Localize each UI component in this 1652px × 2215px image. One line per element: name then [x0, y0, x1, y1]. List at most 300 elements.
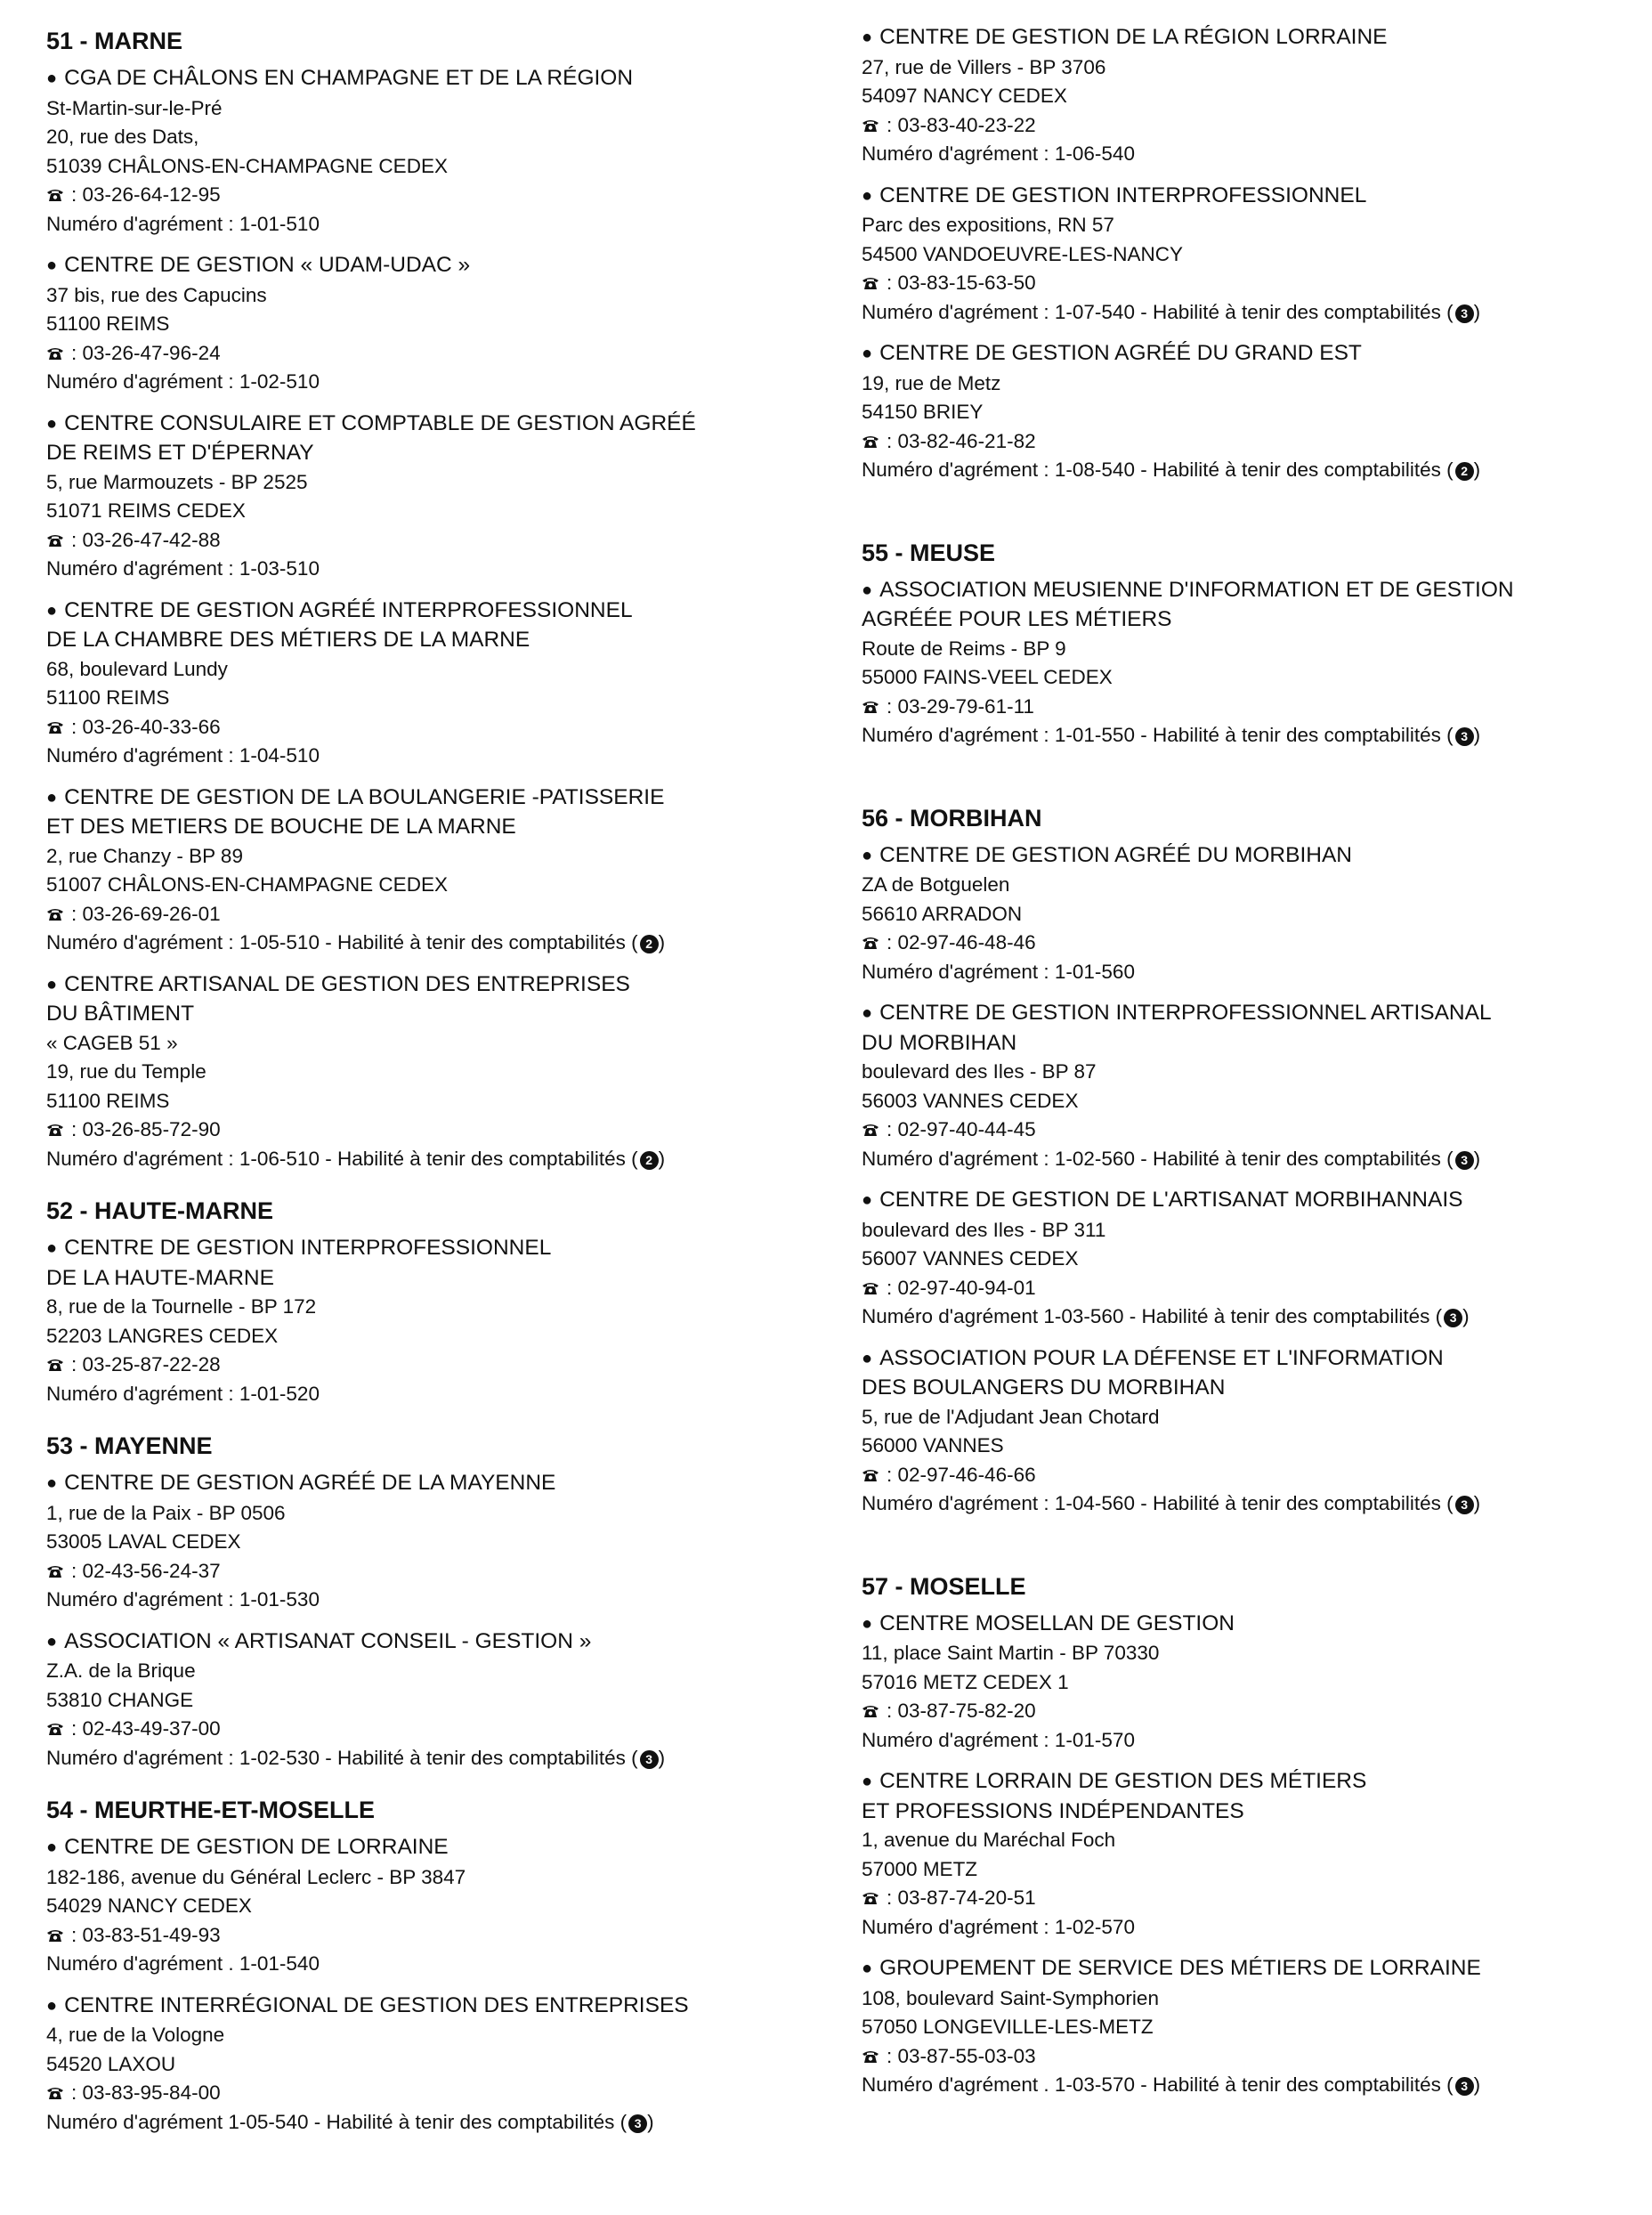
bullet-icon: ●	[862, 1613, 873, 1634]
agrement-line	[46, 1145, 838, 1174]
address-line: 56007 VANNES CEDEX	[862, 1247, 1079, 1270]
bullet-icon: ●	[862, 1348, 873, 1368]
phone-number: : 03-26-69-26-01	[71, 902, 221, 925]
closing-paren: )	[658, 931, 666, 953]
phone-number: : 03-83-95-84-00	[71, 2081, 221, 2104]
department-section	[862, 1569, 1645, 2100]
phone-line	[46, 1921, 838, 1951]
phone-number: : 03-82-46-21-82	[887, 429, 1036, 452]
department-section	[862, 23, 1645, 485]
organization-name	[862, 182, 1645, 212]
address-line: St-Martin-sur-le-Pré	[46, 96, 223, 119]
agrement-line	[46, 1586, 838, 1615]
organization-entry	[862, 999, 1645, 1173]
telephone-icon	[46, 1928, 64, 1943]
telephone-icon	[46, 1358, 64, 1372]
organization-entry	[862, 1344, 1645, 1519]
organization-name-text: CENTRE DE GESTION DE L'ARTISANAT MORBIHANNAIS	[879, 1188, 1463, 1212]
phone-number: : 03-25-87-22-28	[71, 1353, 221, 1375]
organization-name	[862, 1374, 1645, 1403]
organization-name	[46, 439, 838, 468]
phone-line	[862, 269, 1645, 298]
address-line: 5, rue Marmouzets - BP 2525	[46, 470, 308, 493]
address-line: 53810 CHANGE	[46, 1688, 194, 1711]
organization-name-text: CENTRE DE GESTION INTERPROFESSIONNEL ARTISANAL	[879, 1001, 1492, 1025]
department-section	[46, 1792, 838, 2137]
agrement-number: Numéro d'agrément : 1-04-560 - Habilité à tenir des comptabilités (	[862, 1492, 1454, 1514]
agrement-line	[46, 742, 838, 771]
agrement-number: Numéro d'agrément : 1-01-550 - Habilité à tenir des comptabilités (	[862, 724, 1454, 746]
department-section	[46, 1428, 838, 1773]
bullet-icon: ●	[862, 1772, 873, 1791]
agrement-number: Numéro d'agrément : 1-06-540	[862, 142, 1135, 165]
organization-name-text: CENTRE DE GESTION AGRÉÉ DE LA MAYENNE	[64, 1471, 556, 1495]
organization-name	[862, 1767, 1645, 1797]
bullet-icon: ●	[862, 28, 873, 47]
phone-number: : 03-26-64-12-95	[71, 183, 221, 206]
bullet-icon: ●	[46, 974, 58, 994]
address-line: Parc des expositions, RN 57	[862, 214, 1114, 236]
organization-name	[46, 64, 838, 94]
phone-number: : 02-97-46-48-46	[887, 931, 1036, 953]
closing-paren: )	[1473, 300, 1481, 323]
organization-name-text: CENTRE DE GESTION AGRÉÉ INTERPROFESSIONNEL	[64, 597, 633, 622]
agrement-number: Numéro d'agrément : 1-01-570	[862, 1728, 1135, 1751]
agrement-number: Numéro d'agrément : 1-01-510	[46, 212, 320, 235]
address-line: 52203 LANGRES CEDEX	[46, 1324, 279, 1347]
address-line: 2, rue Chanzy - BP 89	[46, 844, 243, 867]
organization-name-text: ET DES METIERS DE BOUCHE DE LA MARNE	[46, 815, 516, 839]
organization-name-text: CENTRE DE GESTION DE LA RÉGION LORRAINE	[879, 25, 1388, 49]
organization-entry	[46, 64, 838, 239]
department-heading: 57 - MOSELLE	[862, 1572, 1026, 1600]
telephone-icon	[46, 188, 64, 202]
agrement-number: Numéro d'agrément : 1-06-510 - Habilité à tenir des comptabilités (	[46, 1147, 638, 1170]
address-line: 11, place Saint Martin - BP 70330	[862, 1642, 1160, 1664]
phone-line	[862, 1884, 1645, 1913]
address-line: Z.A. de la Brique	[46, 1659, 196, 1682]
address-line: 37 bis, rue des Capucins	[46, 283, 267, 306]
organization-entry	[862, 1186, 1645, 1332]
organization-entry	[46, 410, 838, 584]
organization-name-text: ET PROFESSIONS INDÉPENDANTES	[862, 1798, 1244, 1823]
organization-name	[46, 813, 838, 842]
organization-name	[46, 1234, 838, 1264]
agrement-number: Numéro d'agrément : 1-01-530	[46, 1588, 320, 1611]
address-line: 20, rue des Dats,	[46, 126, 199, 148]
phone-line	[46, 1557, 838, 1586]
bullet-icon: ●	[862, 1003, 873, 1023]
organization-name-text: CENTRE INTERRÉGIONAL DE GESTION DES ENTREPRISES	[64, 1992, 689, 2017]
organization-name-text: CENTRE DE GESTION « UDAM-UDAC »	[64, 253, 471, 277]
address-line: 57016 METZ CEDEX 1	[862, 1670, 1069, 1693]
agrement-line	[46, 368, 838, 397]
closing-paren: )	[647, 2110, 654, 2133]
phone-line	[46, 526, 838, 556]
bullet-icon: ●	[862, 344, 873, 363]
address-line: 54520 LAXOU	[46, 2052, 176, 2075]
phone-number: : 03-29-79-61-11	[887, 694, 1034, 718]
circled-number-badge: 3	[1455, 304, 1474, 323]
agrement-line	[862, 1489, 1645, 1519]
organization-name-text: DES BOULANGERS DU MORBIHAN	[862, 1375, 1226, 1400]
address-line: 53005 LAVAL CEDEX	[46, 1530, 241, 1553]
organization-name-text: CENTRE DE GESTION INTERPROFESSIONNEL	[879, 183, 1367, 207]
address-line: ZA de Botguelen	[862, 873, 1010, 896]
organization-entry	[46, 596, 838, 771]
address-line: « CAGEB 51 »	[46, 1031, 178, 1054]
organization-name	[46, 1627, 838, 1658]
organization-name	[46, 970, 838, 1001]
organization-entry	[46, 1469, 838, 1615]
phone-number: : 02-97-40-44-45	[887, 1118, 1036, 1140]
organization-name	[862, 1344, 1645, 1375]
department-heading: 56 - MORBIHAN	[862, 804, 1042, 832]
telephone-icon	[46, 720, 64, 734]
telephone-icon	[862, 118, 879, 133]
bullet-icon: ●	[46, 1838, 58, 1857]
telephone-icon	[862, 1123, 879, 1137]
telephone-icon	[862, 1891, 879, 1905]
telephone-icon	[862, 936, 879, 950]
circled-number-badge: 3	[1455, 727, 1474, 746]
phone-number: : 03-26-47-42-88	[71, 528, 221, 551]
organization-entry	[862, 23, 1645, 169]
bullet-icon: ●	[46, 1473, 58, 1493]
phone-line	[862, 1697, 1645, 1726]
department-section	[46, 23, 838, 1173]
agrement-line	[46, 210, 838, 239]
telephone-icon	[862, 1704, 879, 1718]
address-line: 182-186, avenue du Général Leclerc - BP 3847	[46, 1865, 466, 1888]
agrement-line	[46, 555, 838, 584]
agrement-line	[862, 1913, 1645, 1943]
agrement-line	[862, 1302, 1645, 1332]
department-section	[46, 1193, 838, 1408]
department-heading: 51 - MARNE	[46, 28, 183, 54]
agrement-line	[46, 1744, 838, 1773]
phone-line	[46, 339, 838, 369]
phone-number: : 03-87-55-03-03	[887, 2044, 1036, 2067]
phone-line	[46, 900, 838, 929]
bullet-icon: ●	[862, 580, 873, 600]
organization-name-text: DU BÂTIMENT	[46, 1002, 195, 1026]
address-line: 51100 REIMS	[46, 1089, 170, 1112]
organization-entry	[46, 251, 838, 397]
agrement-line	[862, 721, 1645, 751]
department-section	[862, 535, 1645, 751]
address-line: 51100 REIMS	[46, 312, 170, 335]
address-line: 56003 VANNES CEDEX	[862, 1089, 1079, 1112]
organization-entry	[46, 783, 838, 958]
phone-line	[46, 1715, 838, 1744]
bullet-icon: ●	[46, 69, 58, 88]
bullet-icon: ●	[46, 600, 58, 621]
address-line: 108, boulevard Saint-Symphorien	[862, 1986, 1159, 2009]
address-line: Route de Reims - BP 9	[862, 637, 1066, 660]
telephone-icon	[46, 2086, 64, 2100]
address-line: 5, rue de l'Adjudant Jean Chotard	[862, 1405, 1160, 1428]
telephone-icon	[46, 1722, 64, 1736]
organization-name-text: ASSOCIATION POUR LA DÉFENSE ET L'INFORMATION	[879, 1345, 1444, 1370]
department-heading: 53 - MAYENNE	[46, 1432, 213, 1459]
organization-name-text: ASSOCIATION « ARTISANAT CONSEIL - GESTION »	[64, 1628, 592, 1653]
organization-name	[46, 1000, 838, 1029]
organization-name-text: AGRÉÉE POUR LES MÉTIERS	[862, 607, 1172, 631]
phone-number: : 03-87-74-20-51	[887, 1886, 1036, 1909]
organization-entry	[862, 339, 1645, 485]
organization-name	[862, 23, 1645, 53]
organization-entry	[862, 576, 1645, 751]
phone-number: : 02-43-56-24-37	[71, 1559, 221, 1582]
address-line: 68, boulevard Lundy	[46, 657, 228, 680]
phone-line	[862, 929, 1645, 958]
phone-line	[862, 427, 1645, 457]
organization-name-text: CENTRE MOSELLAN DE GESTION	[879, 1611, 1235, 1635]
circled-number-badge: 3	[1455, 2077, 1474, 2096]
organization-entry	[862, 1767, 1645, 1942]
organization-name	[862, 999, 1645, 1029]
telephone-icon	[862, 276, 879, 290]
phone-number: : 03-83-51-49-93	[71, 1923, 221, 1946]
organization-name-text: CENTRE DE GESTION DE LORRAINE	[64, 1835, 449, 1859]
closing-paren: )	[1473, 458, 1481, 481]
department-section	[862, 800, 1645, 1519]
agrement-number: Numéro d'agrément : 1-02-560 - Habilité à tenir des comptabilités (	[862, 1147, 1454, 1170]
bullet-icon: ●	[862, 845, 873, 865]
department-heading: 54 - MEURTHE-ET-MOSELLE	[46, 1797, 376, 1823]
bullet-icon: ●	[46, 787, 58, 807]
phone-number: : 03-83-15-63-50	[887, 272, 1036, 294]
organization-name-text: CENTRE LORRAIN DE GESTION DES MÉTIERS	[879, 1769, 1367, 1793]
agrement-number: Numéro d'agrément : 1-07-540 - Habilité à tenir des comptabilités (	[862, 300, 1454, 323]
organization-name	[862, 1610, 1645, 1640]
organization-entry	[862, 182, 1645, 328]
organization-name	[862, 339, 1645, 369]
agrement-line	[862, 140, 1645, 169]
organization-name	[46, 1469, 838, 1499]
organization-entry	[46, 1627, 838, 1773]
closing-paren: )	[1473, 2073, 1481, 2096]
telephone-icon	[46, 533, 64, 548]
organization-name	[46, 1992, 838, 2022]
circled-number-badge: 3	[1455, 1496, 1474, 1514]
organization-name	[862, 1186, 1645, 1216]
agrement-number: Numéro d'agrément : 1-02-530 - Habilité à tenir des comptabilités (	[46, 1746, 638, 1769]
agrement-line	[46, 1380, 838, 1409]
organization-name-text: DE LA HAUTE-MARNE	[46, 1265, 274, 1290]
organization-name	[46, 1833, 838, 1863]
phone-line	[862, 693, 1645, 722]
phone-number: : 03-26-85-72-90	[71, 1118, 221, 1140]
phone-number: : 02-43-49-37-00	[71, 1717, 221, 1740]
phone-line	[46, 1116, 838, 1145]
agrement-line	[862, 2071, 1645, 2100]
organization-name-text: CENTRE DE GESTION DE LA BOULANGERIE -PATISSERIE	[64, 784, 665, 809]
agrement-number: Numéro d'agrément : 1-05-510 - Habilité à tenir des comptabilités (	[46, 931, 638, 953]
agrement-line	[862, 1145, 1645, 1174]
closing-paren: )	[1473, 1492, 1481, 1514]
agrement-number: Numéro d'agrément . 1-03-570 - Habilité à tenir des comptabilités (	[862, 2073, 1454, 2096]
closing-paren: )	[658, 1147, 666, 1170]
organization-entry	[46, 1833, 838, 1979]
organization-name	[862, 841, 1645, 872]
phone-number: : 02-97-40-94-01	[887, 1276, 1036, 1299]
agrement-number: Numéro d'agrément : 1-01-520	[46, 1382, 320, 1405]
telephone-icon	[862, 434, 879, 449]
address-line: 54500 VANDOEUVRE-LES-NANCY	[862, 242, 1183, 265]
phone-line	[862, 1461, 1645, 1490]
organization-entry	[46, 970, 838, 1174]
organization-entry	[862, 1954, 1645, 2100]
closing-paren: )	[1473, 724, 1481, 746]
address-line: 8, rue de la Tournelle - BP 172	[46, 1295, 317, 1318]
closing-paren: )	[1473, 1147, 1481, 1170]
organization-name-text: CENTRE DE GESTION AGRÉÉ DU MORBIHAN	[879, 842, 1352, 867]
agrement-line	[862, 456, 1645, 485]
phone-number: : 02-97-46-46-66	[887, 1463, 1036, 1486]
telephone-icon	[46, 907, 64, 921]
circled-number-badge: 2	[640, 935, 659, 953]
organization-name	[46, 410, 838, 440]
organization-name-text: CENTRE CONSULAIRE ET COMPTABLE DE GESTION AGRÉÉ	[64, 410, 696, 435]
phone-line	[46, 1351, 838, 1380]
bullet-icon: ●	[46, 413, 58, 434]
organization-name	[862, 1029, 1645, 1059]
address-line: 56000 VANNES	[862, 1434, 1004, 1456]
right-column	[862, 23, 1645, 2120]
address-line: 4, rue de la Vologne	[46, 2024, 225, 2046]
address-line: 57000 METZ	[862, 1857, 978, 1880]
organization-entry	[862, 1610, 1645, 1756]
phone-line	[46, 713, 838, 742]
address-line: 51039 CHÂLONS-EN-CHAMPAGNE CEDEX	[46, 154, 448, 177]
agrement-number: Numéro d'agrément 1-03-560 - Habilité à tenir des comptabilités (	[862, 1305, 1443, 1327]
address-line: boulevard des Iles - BP 311	[862, 1218, 1106, 1241]
address-line: boulevard des Iles - BP 87	[862, 1060, 1097, 1083]
bullet-icon: ●	[46, 1238, 58, 1258]
agrement-number: Numéro d'agrément . 1-01-540	[46, 1952, 320, 1975]
organization-name-text: ASSOCIATION MEUSIENNE D'INFORMATION ET DE GESTION	[879, 577, 1514, 602]
address-line: 55000 FAINS-VEEL CEDEX	[862, 666, 1113, 688]
phone-line	[862, 1116, 1645, 1145]
organization-name-text: CENTRE ARTISANAL DE GESTION DES ENTREPRISES	[64, 971, 630, 996]
circled-number-badge: 3	[1455, 1151, 1474, 1170]
organization-name	[46, 783, 838, 814]
agrement-line	[46, 2108, 838, 2138]
circled-number-badge: 2	[640, 1151, 659, 1170]
closing-paren: )	[658, 1746, 666, 1769]
circled-number-badge: 3	[1444, 1309, 1462, 1327]
closing-paren: )	[1462, 1305, 1470, 1327]
agrement-line	[46, 1950, 838, 1979]
bullet-icon: ●	[46, 1631, 58, 1651]
organization-name	[46, 1264, 838, 1294]
organization-name-text: CENTRE DE GESTION AGRÉÉ DU GRAND EST	[879, 341, 1362, 365]
address-line: 57050 LONGEVILLE-LES-METZ	[862, 2016, 1154, 2038]
circled-number-badge: 2	[1455, 462, 1474, 481]
bullet-icon: ●	[862, 1959, 873, 1978]
bullet-icon: ●	[46, 256, 58, 275]
organization-name	[862, 1797, 1645, 1827]
phone-line	[46, 2079, 838, 2108]
agrement-number: Numéro d'agrément : 1-03-510	[46, 557, 320, 580]
telephone-icon	[46, 346, 64, 361]
left-column	[46, 23, 838, 2156]
organization-name	[862, 1954, 1645, 1984]
phone-number: : 03-26-47-96-24	[71, 341, 221, 364]
agrement-line	[862, 958, 1645, 987]
circled-number-badge: 3	[628, 2114, 647, 2133]
address-line: 51100 REIMS	[46, 686, 170, 709]
telephone-icon	[862, 1281, 879, 1295]
address-line: 54029 NANCY CEDEX	[46, 1895, 252, 1917]
agrement-number: Numéro d'agrément : 1-04-510	[46, 744, 320, 767]
organization-name	[862, 576, 1645, 606]
telephone-icon	[862, 1468, 879, 1482]
agrement-number: Numéro d'agrément : 1-02-570	[862, 1915, 1135, 1938]
address-line: 27, rue de Villers - BP 3706	[862, 55, 1106, 78]
organization-entry	[46, 1992, 838, 2138]
phone-line	[862, 111, 1645, 141]
phone-line	[46, 181, 838, 210]
department-heading: 55 - MEUSE	[862, 539, 996, 566]
department-heading: 52 - HAUTE-MARNE	[46, 1197, 274, 1224]
agrement-number: Numéro d'agrément 1-05-540 - Habilité à tenir des comptabilités (	[46, 2110, 628, 2133]
address-line: 51071 REIMS CEDEX	[46, 499, 246, 522]
phone-line	[862, 2042, 1645, 2072]
organization-name	[46, 251, 838, 281]
address-line: 54097 NANCY CEDEX	[862, 85, 1067, 107]
agrement-number: Numéro d'agrément : 1-08-540 - Habilité à tenir des comptabilités (	[862, 458, 1454, 481]
telephone-icon	[862, 700, 879, 714]
organization-name	[862, 605, 1645, 635]
address-line: 54150 BRIEY	[862, 401, 984, 423]
phone-line	[862, 1274, 1645, 1303]
organization-name-text: DE LA CHAMBRE DES MÉTIERS DE LA MARNE	[46, 628, 530, 652]
organization-name-text: DU MORBIHAN	[862, 1030, 1017, 1055]
address-line: 19, rue de Metz	[862, 371, 1001, 394]
phone-number: : 03-87-75-82-20	[887, 1700, 1036, 1722]
agrement-number: Numéro d'agrément : 1-02-510	[46, 370, 320, 393]
address-line: 51007 CHÂLONS-EN-CHAMPAGNE CEDEX	[46, 873, 448, 896]
bullet-icon: ●	[46, 1995, 58, 2016]
circled-number-badge: 3	[640, 1750, 659, 1769]
agrement-line	[862, 298, 1645, 328]
bullet-icon: ●	[862, 185, 873, 206]
address-line: 56610 ARRADON	[862, 902, 1023, 925]
agrement-line	[862, 1726, 1645, 1756]
organization-name-text: GROUPEMENT DE SERVICE DES MÉTIERS DE LORRAINE	[879, 1956, 1481, 1980]
telephone-icon	[862, 2049, 879, 2064]
organization-name-text: CGA DE CHÂLONS EN CHAMPAGNE ET DE LA RÉGION	[64, 66, 634, 90]
agrement-number: Numéro d'agrément : 1-01-560	[862, 960, 1135, 983]
phone-number: : 03-83-40-23-22	[887, 113, 1036, 136]
organization-name-text: CENTRE DE GESTION INTERPROFESSIONNEL	[64, 1236, 552, 1260]
agrement-line	[46, 929, 838, 958]
organization-name	[46, 626, 838, 655]
organization-entry	[46, 1234, 838, 1408]
organization-name	[46, 596, 838, 627]
telephone-icon	[46, 1123, 64, 1137]
address-line: 1, rue de la Paix - BP 0506	[46, 1501, 286, 1524]
organization-entry	[862, 841, 1645, 987]
address-line: 1, avenue du Maréchal Foch	[862, 1829, 1116, 1851]
bullet-icon: ●	[862, 1190, 873, 1210]
phone-number: : 03-26-40-33-66	[71, 715, 221, 738]
telephone-icon	[46, 1564, 64, 1578]
organization-name-text: DE REIMS ET D'ÉPERNAY	[46, 441, 314, 465]
